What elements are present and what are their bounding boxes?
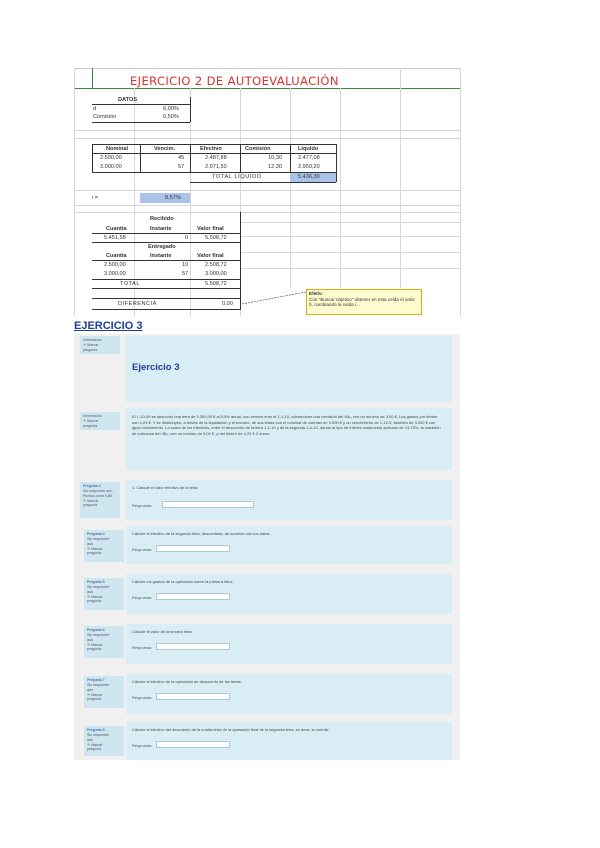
response-label: Respuesta: xyxy=(132,595,153,600)
ejercicio3-heading: EJERCICIO 3 xyxy=(74,320,143,332)
question-box xyxy=(126,480,452,520)
question-box xyxy=(126,526,452,564)
diferencia-value: 0,00 xyxy=(222,301,233,307)
grid-line xyxy=(290,88,291,288)
info-label: Pregunta 4 xyxy=(87,532,105,536)
sheet-title: EJERCICIO 2 DE AUTOEVALUACIÓN xyxy=(130,74,339,88)
info-label: pregunta xyxy=(87,697,102,702)
info-label: Pregunta 5 xyxy=(87,580,105,584)
datos-header: DATOS xyxy=(118,97,138,103)
flag-question[interactable]: ⚑ Marcar xyxy=(87,692,103,697)
diferencia-label: DIFERENCIA xyxy=(118,301,157,307)
flag-label: Marcar xyxy=(91,742,103,747)
info-label: aún xyxy=(87,541,93,546)
grid-line xyxy=(74,68,460,69)
table1-border xyxy=(190,144,191,172)
recibido-header: Instante xyxy=(150,226,172,232)
quiz-panel xyxy=(74,334,460,760)
question-info xyxy=(80,412,120,430)
table1-cell: 45 xyxy=(178,155,185,161)
info-label: pregunta xyxy=(83,423,98,428)
info-label: Sin responder xyxy=(87,682,110,687)
total-liquido-label: TOTAL LÍQUIDO xyxy=(212,174,262,180)
table1-border xyxy=(140,144,141,172)
quiz-title: Ejercicio 3 xyxy=(132,362,180,373)
flag-label: Marcar xyxy=(91,546,103,551)
total-border xyxy=(92,288,240,289)
title-box xyxy=(126,336,452,402)
info-label: pregunta xyxy=(83,503,98,508)
question-info xyxy=(80,482,120,518)
flag-question[interactable]: ⚑ Marcar xyxy=(83,418,99,423)
response-label: Respuesta: xyxy=(132,547,153,552)
question-box xyxy=(126,624,452,664)
datos-label-comision: Comisión xyxy=(93,114,117,120)
flag-label: Marcar xyxy=(87,418,99,423)
grid-line xyxy=(240,222,460,223)
table1-border xyxy=(92,144,93,172)
grid-line xyxy=(74,130,460,131)
grid-line xyxy=(400,68,401,288)
recibido-header: Valor final xyxy=(197,226,224,232)
info-label: pregunta xyxy=(87,647,102,652)
rate-value: 8,57% xyxy=(165,195,181,201)
answer-input[interactable] xyxy=(156,593,230,600)
info-label: Sin responder xyxy=(87,584,110,589)
response-label: Respuesta: xyxy=(132,743,153,748)
info-label: Sin responder xyxy=(87,536,110,541)
table1-header-comision: Comisión xyxy=(245,146,271,152)
entregado-cell: 3.000,00 xyxy=(104,271,126,277)
question-text: Calcule los gastos de la operación sobre la primera letra: xyxy=(132,579,233,584)
rate-label: i = xyxy=(92,195,99,201)
grid-line xyxy=(74,88,460,89)
flag-question[interactable]: ⚑ Marcar xyxy=(83,342,99,347)
flag-label: Marcar xyxy=(91,594,103,599)
table1-border xyxy=(240,144,241,172)
diferencia-bottom-border xyxy=(92,309,240,310)
comment-note xyxy=(306,289,422,315)
question-text: Calcule el valor de la tercera letra: xyxy=(132,629,193,634)
table1-cell: 2.971,50 xyxy=(205,164,227,170)
answer-input[interactable] xyxy=(162,501,254,508)
datos-label-d: d xyxy=(93,106,97,112)
entregado-cell: 3.000,00 xyxy=(205,271,227,277)
entregado-border xyxy=(92,260,240,261)
note-text: Con "Buscar objetivo" obtener en esta celda el valor 0, cambiando la celda i... xyxy=(309,296,415,308)
flag-question[interactable]: ⚑ Marcar xyxy=(87,594,103,599)
grid-line xyxy=(460,68,461,316)
flag-question[interactable]: ⚑ Marcar xyxy=(87,546,103,551)
table1-header-border xyxy=(92,153,336,154)
info-label: Pregunta 8 xyxy=(87,728,105,732)
recibido-label: Recibido xyxy=(150,216,174,222)
diferencia-top-border xyxy=(92,298,240,299)
statement-text: El 1-10-09 se descontó una letra de 5.300,00 € al 5,5% anual, con vencim ento el 1-1-10, cobrándose una comisión del 4‰, con un mínimo de 3,00 €. Los gastos por timbre son 4,23 €. Y se distribuyen, a través de la liquidación y el entorno, de sus letras con el nominal de cuentas en 3.000 € y un vencimiento de 1-12-9, también de 3.000 € con igual vencimiento. La suma de los efectivos, entre el descuento de la letra 1-1-10 y de la segunda 1-4-10, dando al tipo de interés compuesto aplicado de 13,75%, la comisión de cobranza del 4‰, con un mínimo de 3,00 €, y del timbre de 4,23 € 2 euros. xyxy=(132,414,441,436)
question-info xyxy=(80,336,120,354)
question-info xyxy=(84,626,124,658)
grid-line xyxy=(240,252,460,253)
flag-label: Marcar xyxy=(91,642,103,647)
table1-cell: 10,30 xyxy=(268,155,282,161)
entregado-header: Cuantía xyxy=(106,253,127,259)
datos-value-comision: 0,50% xyxy=(163,114,179,120)
info-label: Sin responder xyxy=(87,732,110,737)
info-label: Sin responder xyxy=(87,632,110,637)
recibido-cell: 0 xyxy=(185,235,189,241)
flag-label: Marcar xyxy=(87,342,99,347)
total-label: TOTAL xyxy=(120,281,141,287)
response-label: Respuesta: xyxy=(132,645,153,650)
question-box xyxy=(126,722,452,760)
answer-input[interactable] xyxy=(156,545,230,552)
question-info xyxy=(84,676,124,708)
answer-input[interactable] xyxy=(156,643,230,650)
recibido-border xyxy=(92,233,240,234)
table1-cell: 2.477,08 xyxy=(298,155,320,161)
table1-cell: 3.000,00 xyxy=(100,164,122,170)
recibido-cell: 5.451,58 xyxy=(104,235,126,241)
info-label: Sin responder aún xyxy=(83,488,113,493)
info-label: Información xyxy=(83,414,102,418)
entregado-header: Valor final xyxy=(197,253,224,259)
flag-question[interactable]: ⚑ Marcar xyxy=(87,742,103,747)
statement-box xyxy=(126,408,452,470)
entregado-cell: 2.508,72 xyxy=(205,262,227,268)
table1-cell: 57 xyxy=(178,164,185,170)
info-label: Puntúa como 0,80 xyxy=(83,493,113,498)
entregado-cell: 10 xyxy=(182,262,189,268)
note-title: Efetiv: xyxy=(309,291,324,296)
recibido-border xyxy=(92,242,240,243)
info-label: aún xyxy=(87,687,93,692)
entregado-cell: 2.500,00 xyxy=(104,262,126,268)
table1-header-vencim: Vencim. xyxy=(154,146,176,152)
info-label: Información xyxy=(83,338,102,342)
comment-connector xyxy=(240,290,308,306)
info-label: Pregunta 6 xyxy=(87,628,105,632)
table1-cell: 12,30 xyxy=(268,164,282,170)
info-label: aún xyxy=(87,589,93,594)
question-text: Calcule el efectivo de la operación de descuento de las letras: xyxy=(132,679,242,684)
table1-header-liquido: Líquido xyxy=(298,146,319,152)
info-label: pregunta xyxy=(87,551,102,556)
grid-line xyxy=(340,88,341,288)
grid-line xyxy=(92,68,93,88)
info-label: aún xyxy=(87,637,93,642)
info-label: pregunta xyxy=(87,599,102,604)
table1-cell: 2.500,00 xyxy=(100,155,122,161)
grid-line xyxy=(74,138,460,139)
question-text: 1. Calcule el valor efectivo de la letra xyxy=(132,485,198,490)
response-label: Respuesta: xyxy=(132,503,153,508)
info-label: Pregunta 3 xyxy=(83,484,101,488)
info-label: Pregunta 7 xyxy=(87,678,105,682)
total-liquido-value: 5.436,30 xyxy=(298,174,320,180)
entregado-border xyxy=(92,279,240,280)
total-value: 5.508,72 xyxy=(205,281,227,287)
entregado-label: Entregado xyxy=(148,244,176,250)
grid-line xyxy=(240,236,460,237)
grid-line xyxy=(74,68,75,316)
info-label: pregunta xyxy=(87,747,102,752)
info-label: aún xyxy=(87,737,93,742)
grid-line xyxy=(74,212,460,213)
grid-line xyxy=(74,205,460,206)
answer-input[interactable] xyxy=(156,693,230,700)
question-text: Calcule el efectivo del descuento de la cuarta letra de la operación final de la segunda letra, es decir, la cuenta: xyxy=(132,727,330,732)
grid-line xyxy=(190,88,191,316)
grid-line xyxy=(240,268,460,269)
datos-value-d: 6,00% xyxy=(163,106,179,112)
info-label: pregunta xyxy=(83,347,98,352)
recibido-cell: 5.508,72 xyxy=(205,235,227,241)
question-info xyxy=(84,530,124,562)
question-box xyxy=(126,574,452,614)
datos-bottom-border xyxy=(92,122,190,123)
question-info xyxy=(84,726,124,756)
entregado-header: Instante xyxy=(150,253,172,259)
flag-label: Marcar xyxy=(87,498,99,503)
grid-line xyxy=(74,190,460,191)
question-info xyxy=(84,578,124,610)
question-text: Calcule el efectivo de la segunda letra, descontada, de acuerdo con los datos: xyxy=(132,531,271,536)
recibido-header: Cuantía xyxy=(106,226,127,232)
flag-label: Marcar xyxy=(91,692,103,697)
answer-input[interactable] xyxy=(156,741,230,748)
total-liquido-border xyxy=(190,182,336,183)
response-label: Respuesta: xyxy=(132,695,153,700)
table1-border xyxy=(336,144,337,182)
entregado-cell: 57 xyxy=(182,271,189,277)
flag-question[interactable]: ⚑ Marcar xyxy=(83,498,99,503)
table1-top-border xyxy=(92,144,336,145)
table1-header-efectivo: Efectivo xyxy=(200,146,222,152)
table1-header-nominal: Nominal xyxy=(106,146,129,152)
question-box xyxy=(126,674,452,714)
table1-cell: 2.959,20 xyxy=(298,164,320,170)
flag-question[interactable]: ⚑ Marcar xyxy=(87,642,103,647)
datos-top-border xyxy=(92,104,190,105)
table1-cell: 2.487,88 xyxy=(205,155,227,161)
datos-right-border xyxy=(190,97,191,122)
